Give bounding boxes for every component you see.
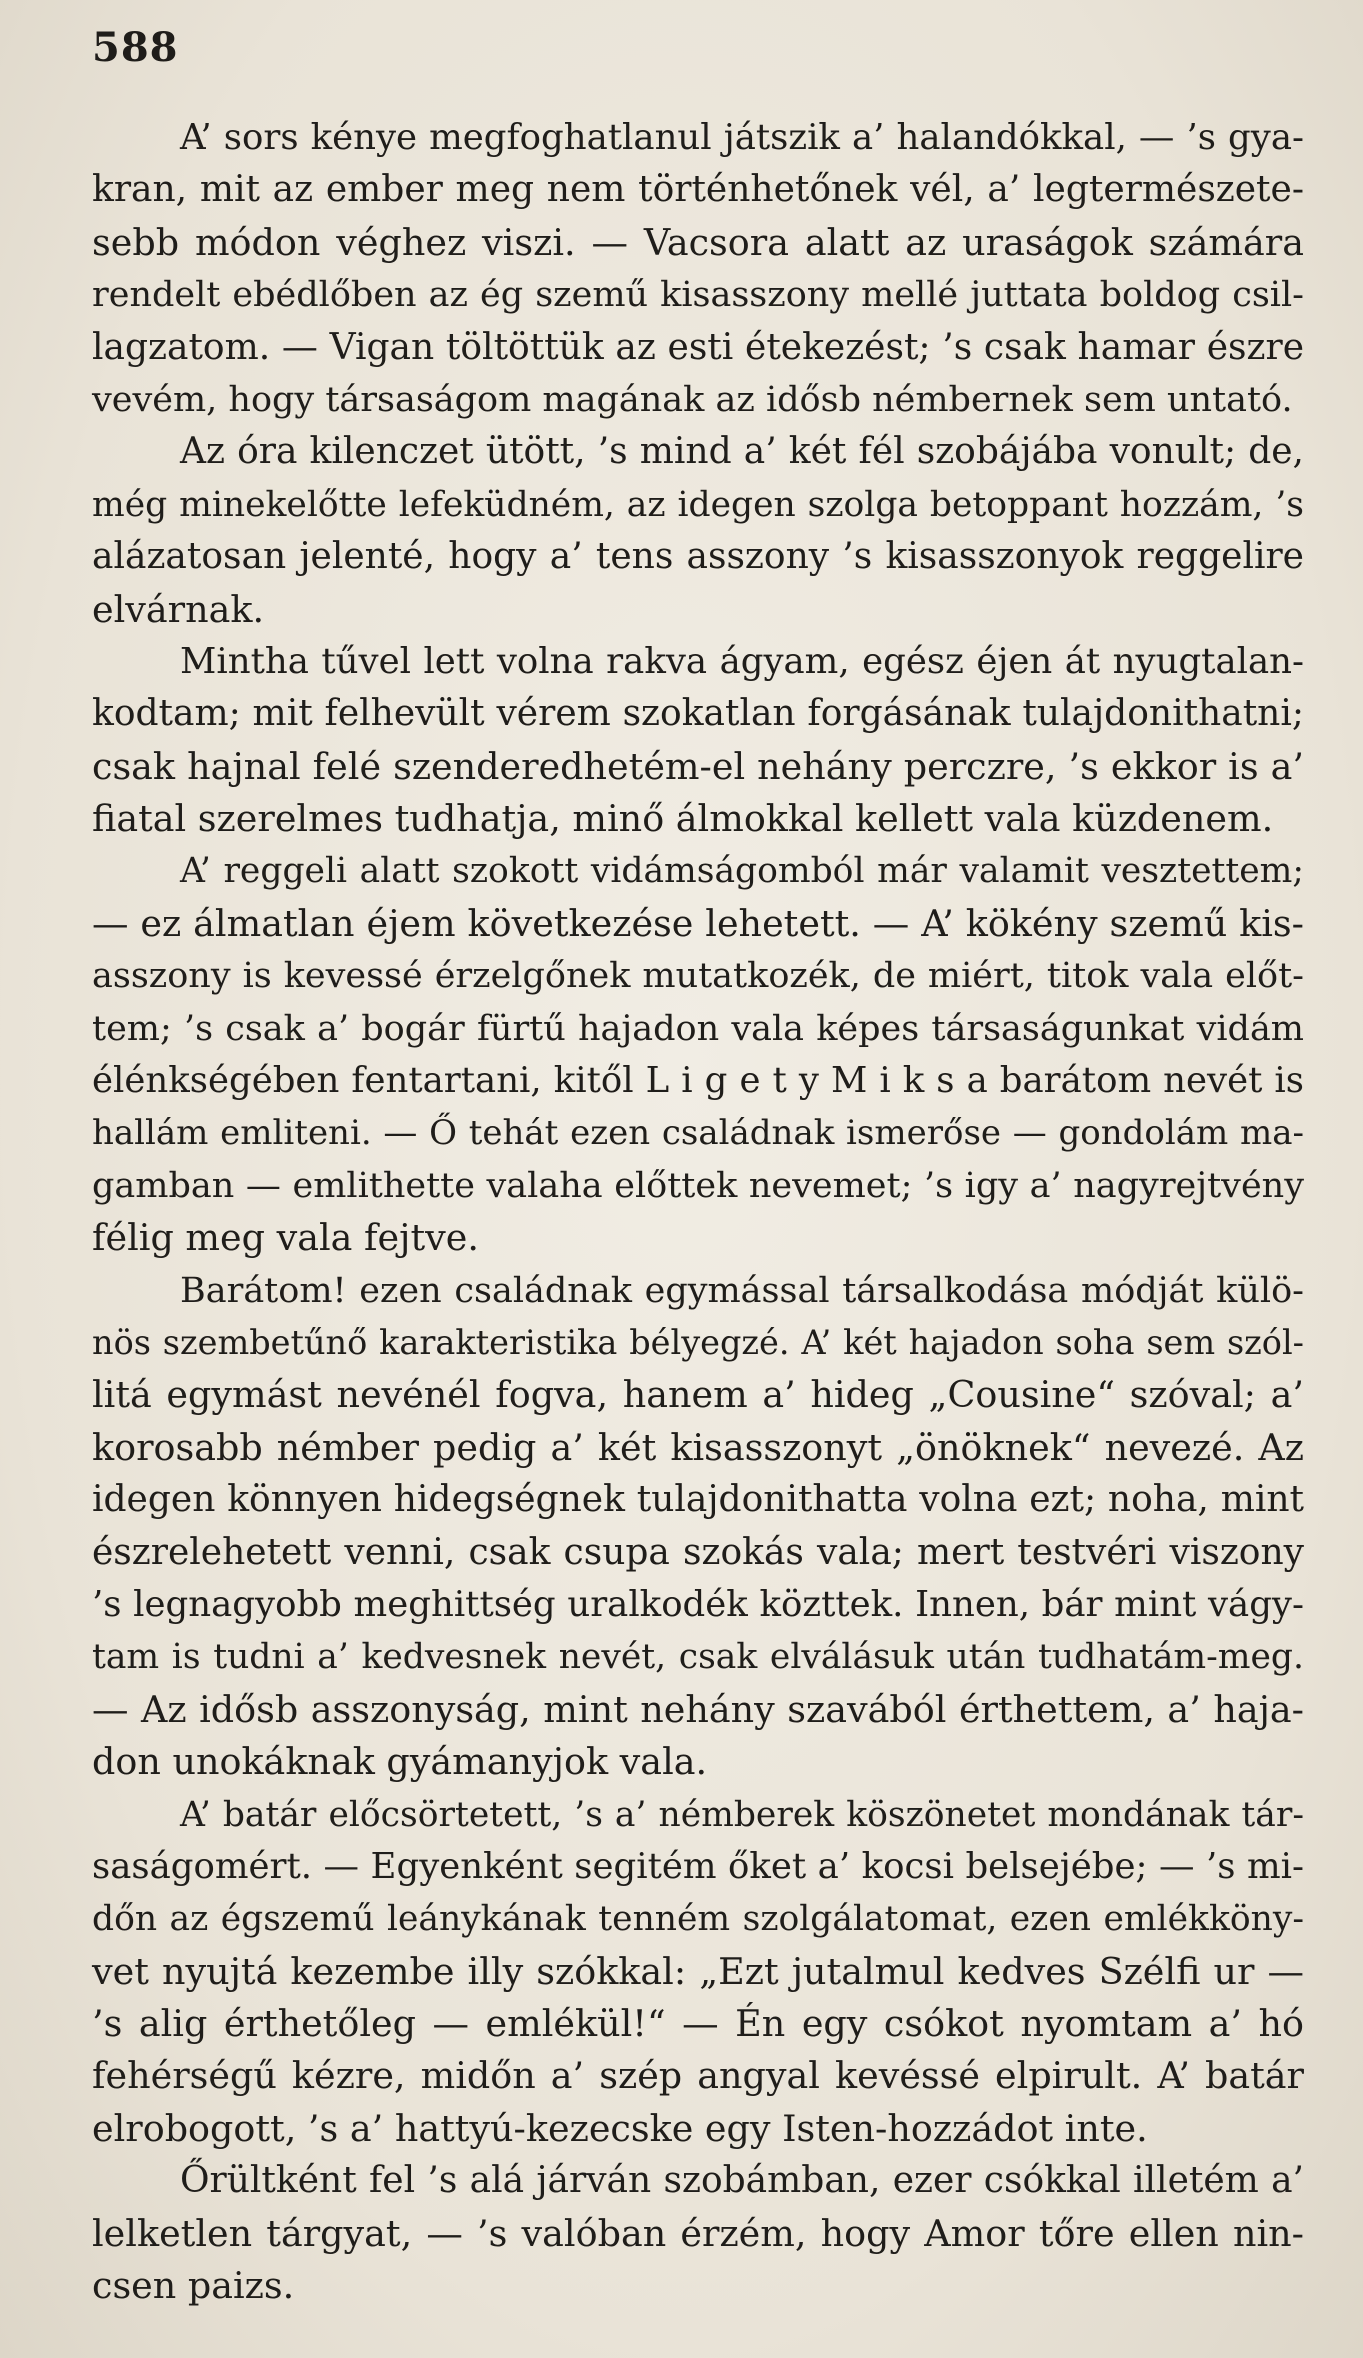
text-line: litá egymást nevénél fogva, hanem a’ hideg „Cousine“ szóval; a’	[92, 1373, 1304, 1417]
text-line: Őrültként fel ’s alá járván szobámban, ezer csókkal illetém a’	[180, 2160, 1304, 2202]
text-line: sebb módon véghez viszi. — Vacsora alatt az uraságok számára	[92, 220, 1304, 264]
text-line: Mintha tűvel lett volna rakva ágyam, egész éjen át nyugtalan-	[180, 640, 1304, 682]
text-line: észrelehetett venni, csak csupa szokás vala; mert testvéri viszony	[92, 1531, 1304, 1573]
text-line: vet nyujtá kezembe illy szókkal: „Ezt jutalmul kedves Szélfi ur —	[92, 1949, 1304, 1993]
text-line: nös szembetűnő karakteristika bélyegzé. A’ két hajadon soha sem szól-	[92, 1322, 1304, 1362]
text-line: elvárnak.	[92, 587, 265, 631]
text-line: asszony is kevessé érzelgőnek mutatkozék, de miért, titok vala előt-	[92, 956, 1304, 997]
text-line: A’ reggeli alatt szokott vidámságomból már valamit vesztettem;	[180, 851, 1304, 892]
text-line: A’ batár előcsörtetett, ’s a’ némberek köszönetet mondának tár-	[180, 1794, 1304, 1835]
text-line: félig meg vala fejtve.	[92, 1216, 479, 1260]
text-line: hallám emliteni. — Ő tehát ezen családnak ismerőse — gondolám ma-	[92, 1113, 1304, 1154]
text-line: elrobogott, ’s a’ hattyú-kezecske egy Isten-hozzádot inte.	[92, 2106, 1148, 2150]
text-line: lelketlen tárgyat, — ’s valóban érzém, hogy Amor tőre ellen nin-	[92, 2211, 1304, 2255]
text-line: — ez álmatlan éjem következése lehetett. — A’ kökény szemű kis-	[92, 901, 1304, 945]
text-line: még minekelőtte lefeküdném, az idegen szolga betoppant hozzám, ’s	[92, 484, 1304, 525]
text-line: dőn az égszemű leánykának tenném szolgálatomat, ezen emlékköny-	[92, 1899, 1304, 1940]
text-line: fiatal szerelmes tudhatja, minő álmokkal kellett vala küzdenem.	[92, 797, 1274, 841]
text-line: kran, mit az ember meg nem történhetőnek vél, a’ legtermészete-	[92, 169, 1304, 211]
text-line: ’s alig érthetőleg — emlékül!“ — Én egy csókot nyomtam a’ hó	[92, 2002, 1304, 2046]
text-line: saságomért. — Egyenként segitém őket a’ kocsi belsejébe; — ’s mi-	[92, 1845, 1304, 1887]
text-line: alázatosan jelenté, hogy a’ tens asszony ’s kisasszonyok reggelire	[92, 536, 1304, 578]
text-line: Az óra kilenczet ütött, ’s mind a’ két fél szobájába vonult; de,	[180, 431, 1304, 473]
text-line: élénkségében fentartani, kitől L i g e t y M i k s a barátom nevét is	[92, 1060, 1304, 1102]
text-line: vevém, hogy társaságom magának az idősb némbernek sem untató.	[92, 379, 1293, 420]
text-line: tem; ’s csak a’ bogár fürtű hajadon vala képes társaságunkat vidám	[92, 1008, 1304, 1049]
text-line: A’ sors kénye megfoghatlanul játszik a’ halandókkal, — ’s gya-	[180, 117, 1304, 158]
text-line: fehérségű kézre, midőn a’ szép angyal kevéssé elpirult. A’ batár	[92, 2054, 1304, 2098]
text-line: korosabb némber pedig a’ két kisasszonyt „önöknek“ nevezé. Az	[92, 1425, 1304, 1469]
text-line: csen paizs.	[92, 2264, 295, 2308]
text-line: csak hajnal felé szenderedhetém-el nehány perczre, ’s ekkor is a’	[92, 744, 1304, 788]
text-line: tam is tudni a’ kedvesnek nevét, csak elválásuk után tudhatám-meg.	[92, 1637, 1304, 1678]
text-line: don unokáknak gyámanyjok vala.	[92, 1740, 708, 1784]
text-line: — Az idősb asszonyság, mint nehány szavából érthettem, a’ haja-	[92, 1687, 1304, 1731]
text-line: ’s legnagyobb meghittség uralkodék közttek. Innen, bár mint vágy-	[92, 1583, 1304, 1625]
page-text	[92, 112, 1304, 2312]
text-line: Barátom! ezen családnak egymással társalkodása módját külö-	[180, 1270, 1304, 1311]
page-number: 588	[92, 24, 179, 71]
text-line: idegen könnyen hidegségnek tulajdonithatta volna ezt; noha, mint	[92, 1479, 1304, 1521]
text-line: lagzatom. — Vigan töltöttük az esti étekezést; ’s csak hamar észre	[92, 326, 1304, 368]
text-line: gamban — emlithette valaha előttek nevemet; ’s igy a’ nagyrejtvény	[92, 1165, 1304, 1206]
text-line: kodtam; mit felhevült vérem szokatlan forgásának tulajdonithatni;	[92, 693, 1304, 735]
text-line: rendelt ebédlőben az ég szemű kisasszony mellé juttata boldog csil-	[92, 275, 1304, 316]
